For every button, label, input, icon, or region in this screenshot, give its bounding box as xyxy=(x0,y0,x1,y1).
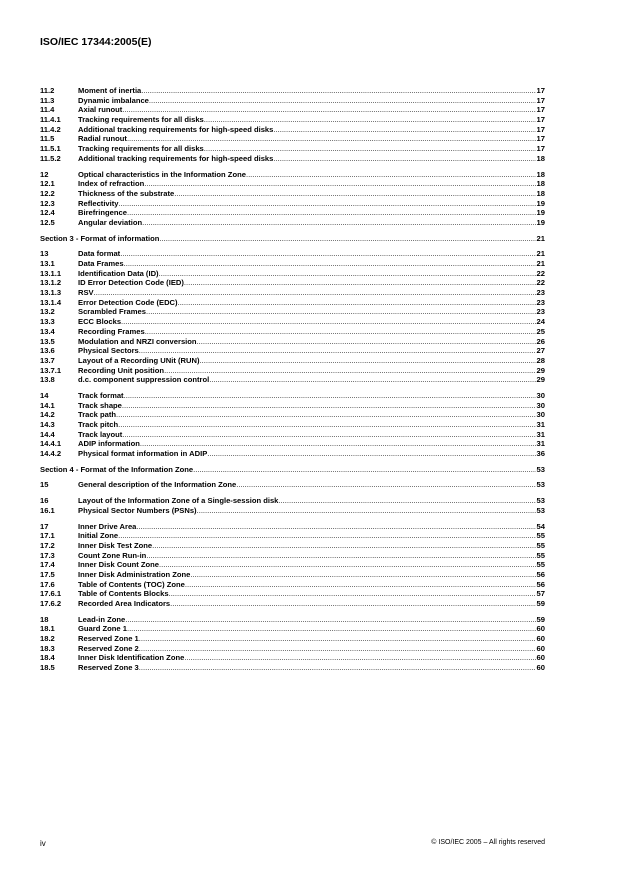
toc-entry-title: Data format xyxy=(78,249,121,259)
toc-group xyxy=(40,480,545,490)
toc-entry-number: 17 xyxy=(40,521,49,531)
toc-entry[interactable] xyxy=(40,599,545,609)
toc-entry-page: 19 xyxy=(536,198,545,208)
toc-dot-leader xyxy=(197,506,536,516)
toc-entry-page: 30 xyxy=(536,400,545,410)
toc-entry-title: Track shape xyxy=(78,400,122,410)
toc-entry-page: 60 xyxy=(536,634,545,644)
toc-entry-number: 12.5 xyxy=(40,217,55,227)
toc-dot-leader xyxy=(200,356,536,366)
toc-entry-title: Tracking requirements for all disks xyxy=(78,144,204,154)
toc-entry-title: Reserved Zone 3 xyxy=(78,663,139,673)
toc-entry-page: 21 xyxy=(536,249,545,259)
toc-entry-page: 55 xyxy=(536,531,545,541)
toc-entry-title: Inner Disk Count Zone xyxy=(78,560,160,570)
toc-entry-page: 60 xyxy=(536,643,545,653)
toc-entry-number: 11.5.1 xyxy=(40,144,61,154)
toc-dot-leader xyxy=(204,144,536,154)
toc-entry-title: Physical format information in ADIP xyxy=(78,449,208,459)
toc-entry[interactable] xyxy=(40,134,545,144)
toc-dot-leader xyxy=(124,391,536,401)
toc-entry[interactable] xyxy=(40,288,545,298)
toc-entry-title: Angular deviation xyxy=(78,217,143,227)
toc-entry[interactable] xyxy=(40,589,545,599)
toc-entry[interactable] xyxy=(40,439,545,449)
toc-entry[interactable] xyxy=(40,278,545,288)
toc-entry-page: 56 xyxy=(536,579,545,589)
toc-entry-title: Scrambled Frames xyxy=(78,307,146,317)
toc-entry-page: 18 xyxy=(536,179,545,189)
toc-entry[interactable] xyxy=(40,366,545,376)
toc-entry[interactable] xyxy=(40,234,545,244)
toc-entry[interactable] xyxy=(40,531,545,541)
toc-entry-page: 18 xyxy=(536,169,545,179)
toc-entry[interactable] xyxy=(40,86,545,96)
toc-dot-leader xyxy=(190,570,535,580)
toc-entry-title: Reserved Zone 1 xyxy=(78,634,139,644)
toc-entry-title: Recording Frames xyxy=(78,326,145,336)
toc-entry-number: 13.1.4 xyxy=(40,297,62,307)
toc-entry[interactable] xyxy=(40,551,545,561)
toc-group xyxy=(40,615,545,673)
toc-dot-leader xyxy=(140,439,536,449)
toc-dot-leader xyxy=(246,170,536,180)
toc-entry[interactable] xyxy=(40,105,545,115)
toc-dot-leader xyxy=(207,449,535,459)
toc-entry-title: Recorded Area Indicators xyxy=(78,599,171,608)
toc-entry-title: Reflectivity xyxy=(78,198,119,208)
toc-entry-number: 18.3 xyxy=(40,643,55,653)
toc-entry-page: 29 xyxy=(536,375,545,385)
document-id-header: ISO/IEC 17344:2005(E) xyxy=(40,36,152,48)
toc-entry-title: Modulation and NRZI conversion xyxy=(78,336,197,346)
toc-entry[interactable] xyxy=(40,644,545,654)
toc-entry-title: Radial runout xyxy=(78,134,127,144)
toc-entry-page: 25 xyxy=(536,326,545,336)
toc-entry-title: Index of refraction xyxy=(78,179,145,189)
toc-group xyxy=(40,170,545,228)
toc-entry-page: 31 xyxy=(536,420,545,429)
toc-entry-number: 13.1.1 xyxy=(40,268,62,278)
toc-entry-number: 12 xyxy=(40,169,49,179)
toc-entry[interactable] xyxy=(40,430,545,440)
toc-dot-leader xyxy=(139,346,536,356)
toc-entry-page: 59 xyxy=(536,599,545,608)
toc-entry-title: Track format xyxy=(78,390,124,400)
toc-entry[interactable] xyxy=(40,298,545,308)
toc-dot-leader xyxy=(193,465,535,475)
toc-entry[interactable] xyxy=(40,346,545,356)
toc-entry-number: 11.2 xyxy=(40,86,55,95)
toc-entry-page: 17 xyxy=(536,124,545,134)
toc-entry[interactable] xyxy=(40,420,545,430)
toc-entry-page: 57 xyxy=(536,589,545,599)
toc-entry-number: 14.4.1 xyxy=(40,439,62,449)
toc-dot-leader xyxy=(145,327,536,337)
toc-entry[interactable] xyxy=(40,249,545,259)
toc-entry[interactable] xyxy=(40,115,545,125)
toc-entry-number: 18.4 xyxy=(40,653,55,663)
toc-entry-number: 16 xyxy=(40,496,49,506)
toc-dot-leader xyxy=(178,298,536,308)
toc-entry[interactable] xyxy=(40,653,545,663)
toc-entry[interactable] xyxy=(40,541,545,551)
toc-entry-title: ID Error Detection Code (IED) xyxy=(78,278,184,288)
toc-dot-leader xyxy=(118,531,535,541)
toc-entry-number: 11.4.1 xyxy=(40,115,61,125)
toc-dot-leader xyxy=(159,269,536,279)
toc-dot-leader xyxy=(273,154,535,164)
toc-entry-number: 13.1.3 xyxy=(40,288,62,298)
toc-dot-leader xyxy=(170,599,535,609)
toc-dot-leader xyxy=(142,218,535,228)
toc-dot-leader xyxy=(159,560,536,570)
toc-entry-number: 14.1 xyxy=(40,400,55,410)
toc-dot-leader xyxy=(141,86,535,96)
toc-entry-title: d.c. component suppression control xyxy=(78,375,210,385)
toc-group xyxy=(40,465,545,475)
toc-entry[interactable] xyxy=(40,317,545,327)
toc-entry[interactable] xyxy=(40,465,545,475)
toc-entry-number: 13.1.2 xyxy=(40,278,62,288)
toc-entry-title: ADIP information xyxy=(78,439,140,449)
toc-dot-leader xyxy=(174,189,535,199)
toc-entry[interactable] xyxy=(40,522,545,532)
toc-entry-number: 11.3 xyxy=(40,95,55,105)
toc-dot-leader xyxy=(149,96,536,106)
toc-dot-leader xyxy=(236,480,535,490)
toc-entry-number: 13 xyxy=(40,249,49,259)
toc-entry[interactable] xyxy=(40,401,545,411)
toc-entry-title: Additional tracking requirements for high-speed disks xyxy=(78,124,274,134)
toc-entry-number: 17.5 xyxy=(40,569,55,579)
toc-entry[interactable] xyxy=(40,96,545,106)
toc-dot-leader xyxy=(118,420,535,430)
toc-entry-title: Data Frames xyxy=(78,259,124,268)
toc-entry[interactable] xyxy=(40,375,545,385)
toc-entry-title: Count Zone Run-in xyxy=(78,550,147,560)
toc-entry-page: 29 xyxy=(536,365,545,375)
toc-entry[interactable] xyxy=(40,480,545,490)
toc-entry-page: 53 xyxy=(536,480,545,490)
toc-dot-leader xyxy=(169,589,536,599)
toc-entry-page: 18 xyxy=(536,153,545,163)
toc-entry-title: ECC Blocks xyxy=(78,317,122,327)
toc-entry-page: 17 xyxy=(536,86,545,95)
toc-entry[interactable] xyxy=(40,125,545,135)
toc-dot-leader xyxy=(120,249,535,259)
toc-entry-number: 11.5.2 xyxy=(40,153,61,163)
toc-dot-leader xyxy=(127,208,536,218)
toc-dot-leader xyxy=(204,115,536,125)
toc-dot-leader xyxy=(125,615,535,625)
toc-dot-leader xyxy=(136,522,535,532)
toc-entry[interactable] xyxy=(40,259,545,269)
toc-entry-title: Table of Contents Blocks xyxy=(78,589,169,599)
toc-entry-number: 13.3 xyxy=(40,317,55,327)
toc-entry-title: Reserved Zone 2 xyxy=(78,643,139,653)
toc-entry-number: 17.4 xyxy=(40,560,55,570)
toc-entry-title: Layout of the Information Zone of a Single-session disk xyxy=(78,496,279,506)
toc-dot-leader xyxy=(127,134,536,144)
toc-entry-number: 18.2 xyxy=(40,634,55,644)
toc-entry[interactable] xyxy=(40,356,545,366)
toc-entry-number: 15 xyxy=(40,480,49,490)
toc-entry-number: 12.4 xyxy=(40,208,55,218)
toc-entry-title: General description of the Information Zone xyxy=(78,480,237,490)
toc-entry[interactable] xyxy=(40,410,545,420)
toc-dot-leader xyxy=(116,410,536,420)
toc-entry-number: 14.2 xyxy=(40,410,55,420)
toc-entry-page: 54 xyxy=(536,521,545,531)
toc-entry[interactable] xyxy=(40,615,545,625)
toc-group xyxy=(40,249,545,385)
toc-entry-title: Inner Disk Test Zone xyxy=(78,540,153,550)
toc-dot-leader xyxy=(164,366,535,376)
toc-dot-leader xyxy=(139,634,536,644)
toc-entry[interactable] xyxy=(40,580,545,590)
toc-group xyxy=(40,86,545,164)
toc-entry[interactable] xyxy=(40,337,545,347)
toc-entry-title: Inner Disk Administration Zone xyxy=(78,569,191,579)
toc-entry[interactable] xyxy=(40,154,545,164)
toc-entry-number: 17.1 xyxy=(40,531,55,541)
toc-entry-page: 24 xyxy=(536,317,545,327)
toc-dot-leader xyxy=(94,288,536,298)
toc-entry-number: 14.4.2 xyxy=(40,449,62,459)
toc-entry-page: 53 xyxy=(536,496,545,506)
toc-entry-page: 53 xyxy=(536,464,545,474)
toc-entry[interactable] xyxy=(40,269,545,279)
toc-entry-page: 31 xyxy=(536,439,545,449)
toc-dot-leader xyxy=(273,125,535,135)
toc-dot-leader xyxy=(122,105,535,115)
toc-entry-page: 17 xyxy=(536,134,545,144)
toc-dot-leader xyxy=(146,307,536,317)
toc-entry-title: Track layout xyxy=(78,429,123,439)
toc-entry[interactable] xyxy=(40,327,545,337)
toc-entry-number: 14.4 xyxy=(40,429,55,439)
toc-dot-leader xyxy=(278,496,535,506)
toc-dot-leader xyxy=(121,317,536,327)
toc-entry-number: 18 xyxy=(40,614,49,624)
toc-dot-leader xyxy=(122,430,535,440)
toc-dot-leader xyxy=(119,199,536,209)
toc-entry-title: Physical Sectors xyxy=(78,346,139,356)
toc-entry-number: 13.7.1 xyxy=(40,365,62,375)
toc-entry-page: 17 xyxy=(536,144,545,154)
toc-entry[interactable] xyxy=(40,663,545,673)
toc-entry-number: 13.4 xyxy=(40,326,55,336)
toc-dot-leader xyxy=(127,624,536,634)
toc-entry-page: 21 xyxy=(536,233,545,243)
toc-entry-number: 11.5 xyxy=(40,134,55,144)
toc-entry[interactable] xyxy=(40,570,545,580)
toc-entry-number: 13.5 xyxy=(40,336,55,346)
toc-entry-page: 26 xyxy=(536,336,545,346)
toc-entry-page: 17 xyxy=(536,95,545,105)
toc-entry-number: 12.2 xyxy=(40,188,55,198)
toc-entry-title: Track pitch xyxy=(78,420,119,429)
toc-entry-title: Identification Data (ID) xyxy=(78,268,159,278)
toc-group xyxy=(40,522,545,609)
toc-entry-page: 21 xyxy=(536,259,545,268)
toc-dot-leader xyxy=(197,337,536,347)
toc-entry-page: 18 xyxy=(536,188,545,198)
toc-dot-leader xyxy=(146,551,535,561)
toc-entry-page: 23 xyxy=(536,288,545,298)
toc-entry-title: Thickness of the substrate xyxy=(78,188,175,198)
toc-entry-title: Additional tracking requirements for high-speed disks xyxy=(78,153,274,163)
toc-entry[interactable] xyxy=(40,391,545,401)
toc-entry-title: Optical characteristics in the Information Zone xyxy=(78,169,246,179)
toc-entry[interactable] xyxy=(40,496,545,506)
toc-entry-number: 11.4.2 xyxy=(40,124,61,134)
toc-entry-page: 27 xyxy=(536,346,545,356)
toc-entry-number: 13.1 xyxy=(40,259,55,268)
toc-entry-title: RSV xyxy=(78,288,94,298)
toc-entry-title: Table of Contents (TOC) Zone xyxy=(78,579,185,589)
toc-dot-leader xyxy=(209,375,535,385)
toc-entry-number: 13.2 xyxy=(40,307,55,317)
toc-entry[interactable] xyxy=(40,560,545,570)
toc-entry[interactable] xyxy=(40,170,545,180)
toc-entry-title: Moment of inertia xyxy=(78,86,142,95)
toc-entry-number: 17.6.2 xyxy=(40,599,62,608)
copyright-notice: © ISO/IEC 2005 – All rights reserved xyxy=(431,839,545,846)
toc-entry-number: 13.8 xyxy=(40,375,55,385)
toc-entry-title: Section 4 - Format of the Information Zone xyxy=(40,464,194,474)
toc-entry-title: Track path xyxy=(78,410,116,420)
toc-entry-page: 22 xyxy=(536,268,545,278)
toc-group xyxy=(40,496,545,515)
toc-entry-title: Recording Unit position xyxy=(78,365,165,375)
toc-entry-title: Physical Sector Numbers (PSNs) xyxy=(78,505,197,515)
toc-entry-title: Inner Disk Identification Zone xyxy=(78,653,185,663)
toc-entry-title: Axial runout xyxy=(78,105,123,115)
toc-entry[interactable] xyxy=(40,189,545,199)
toc-entry-number: 12.3 xyxy=(40,198,55,208)
toc-entry-page: 22 xyxy=(536,278,545,288)
toc-dot-leader xyxy=(185,580,536,590)
toc-entry-number: 14.3 xyxy=(40,420,55,429)
toc-entry-page: 60 xyxy=(536,663,545,673)
toc-entry-number: 14 xyxy=(40,390,49,400)
toc-dot-leader xyxy=(139,663,536,673)
toc-dot-leader xyxy=(124,259,536,269)
toc-entry-page: 53 xyxy=(536,505,545,515)
toc-dot-leader xyxy=(139,644,536,654)
toc-entry-page: 23 xyxy=(536,307,545,317)
toc-dot-leader xyxy=(122,401,536,411)
toc-entry-number: 17.6.1 xyxy=(40,589,62,599)
toc-entry-page: 59 xyxy=(536,614,545,624)
toc-entry-number: 17.3 xyxy=(40,550,55,560)
toc-entry-page: 36 xyxy=(536,449,545,459)
toc-entry-title: Initial Zone xyxy=(78,531,119,541)
toc-entry-number: 13.6 xyxy=(40,346,55,356)
toc-entry-number: 11.4 xyxy=(40,105,55,115)
toc-dot-leader xyxy=(184,278,536,288)
toc-entry-page: 17 xyxy=(536,105,545,115)
toc-entry-number: 16.1 xyxy=(40,505,55,515)
toc-entry-number: 18.1 xyxy=(40,624,55,634)
toc-entry[interactable] xyxy=(40,199,545,209)
toc-entry-page: 60 xyxy=(536,624,545,634)
toc-entry[interactable] xyxy=(40,506,545,516)
toc-entry[interactable] xyxy=(40,449,545,459)
toc-entry-page: 31 xyxy=(536,429,545,439)
toc-entry-page: 30 xyxy=(536,410,545,420)
toc-entry-title: Tracking requirements for all disks xyxy=(78,115,204,125)
toc-entry-page: 17 xyxy=(536,115,545,125)
toc-entry[interactable] xyxy=(40,624,545,634)
toc-dot-leader xyxy=(159,234,535,244)
toc-dot-leader xyxy=(144,179,535,189)
toc-entry-page: 55 xyxy=(536,560,545,570)
toc-entry-title: Error Detection Code (EDC) xyxy=(78,297,178,307)
toc-entry[interactable] xyxy=(40,634,545,644)
toc-entry-page: 23 xyxy=(536,297,545,307)
toc-entry-page: 19 xyxy=(536,208,545,218)
toc-entry-title: Inner Drive Area xyxy=(78,521,137,531)
toc-entry-number: 17.6 xyxy=(40,579,55,589)
toc-entry[interactable] xyxy=(40,208,545,218)
toc-dot-leader xyxy=(184,653,535,663)
toc-entry-title: Section 3 - Format of information xyxy=(40,233,160,243)
toc-entry-title: Dynamic imbalance xyxy=(78,95,149,105)
toc-entry-title: Lead-in Zone xyxy=(78,614,126,624)
toc-entry[interactable] xyxy=(40,218,545,228)
toc-entry-title: Layout of a Recording UNit (RUN) xyxy=(78,355,200,365)
toc-entry-page: 28 xyxy=(536,355,545,365)
toc-entry-number: 13.7 xyxy=(40,355,55,365)
toc-entry[interactable] xyxy=(40,307,545,317)
toc-entry-page: 56 xyxy=(536,569,545,579)
toc-entry-number: 12.1 xyxy=(40,179,55,189)
toc-entry-page: 19 xyxy=(536,217,545,227)
toc-entry-title: Guard Zone 1 xyxy=(78,624,127,634)
table-of-contents xyxy=(40,86,545,673)
toc-group xyxy=(40,391,545,459)
toc-entry-page: 55 xyxy=(536,550,545,560)
toc-entry-number: 18.5 xyxy=(40,663,55,673)
toc-entry-page: 30 xyxy=(536,390,545,400)
toc-entry[interactable] xyxy=(40,179,545,189)
toc-entry-page: 55 xyxy=(536,540,545,550)
toc-entry-number: 17.2 xyxy=(40,540,55,550)
toc-dot-leader xyxy=(152,541,535,551)
page-number: iv xyxy=(40,839,46,848)
toc-entry-page: 60 xyxy=(536,653,545,663)
toc-entry-title: Birefringence xyxy=(78,208,127,218)
toc-entry[interactable] xyxy=(40,144,545,154)
toc-group xyxy=(40,234,545,244)
